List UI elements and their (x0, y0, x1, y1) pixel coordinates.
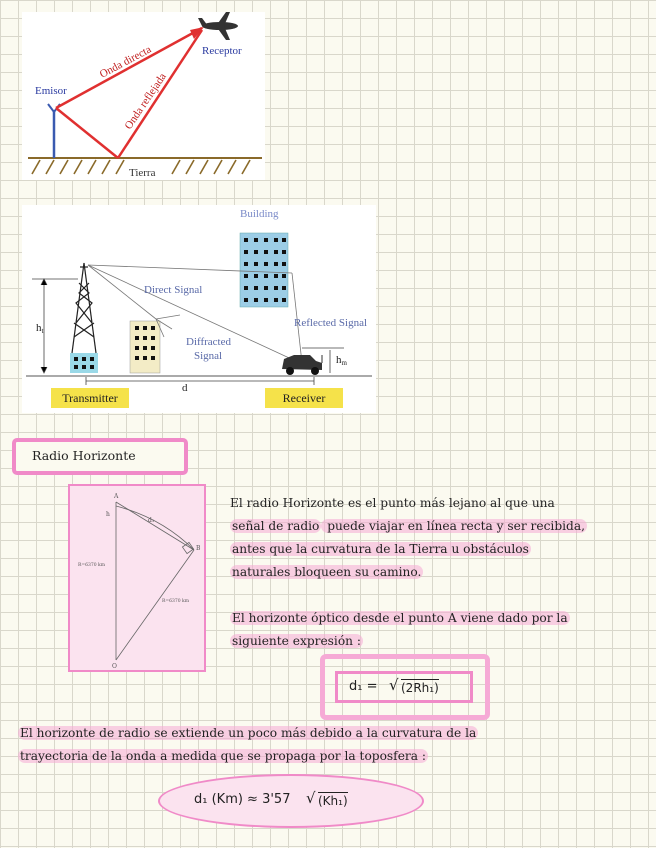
para3-line2: trayectoria de la onda a medida que se propaga por la toposfera : (20, 749, 426, 763)
d1-label: d₁ (148, 517, 155, 524)
para3-line1: El horizonte de radio se extiende un poco más debido a la curvatura de la (20, 726, 477, 740)
section-title-box (12, 438, 188, 475)
sqrt-icon-2: √ (306, 789, 316, 807)
figure-1-svg (22, 12, 265, 180)
reflected-signal-label: Reflected Signal (294, 317, 368, 329)
horizon-geometry-figure (68, 484, 206, 672)
building-label: Building (240, 208, 279, 220)
height-label: h (106, 511, 110, 518)
diffracted-signal-label: Diffracted (186, 336, 231, 348)
receptor-label: Receptor (202, 45, 242, 57)
figure-2-svg (22, 205, 376, 413)
figure-direct-reflected-wave (22, 12, 265, 180)
formula-2-lhs: d₁ (Km) ≈ 3'57 (194, 792, 291, 807)
emisor-label: Emisor (35, 85, 67, 97)
para2-line2: siguiente expresión : (232, 634, 361, 648)
onda-reflejada-label: Onda reflejada (122, 71, 169, 132)
para1-line2: señal de radio puede viajar en línea recta y ser recibida, (232, 519, 585, 533)
point-b-label: B (196, 545, 201, 552)
figure-multipath-propagation (22, 205, 376, 413)
hm-label: hm (336, 354, 347, 367)
radio-horizon-paragraph (18, 722, 652, 768)
formula-1-lhs: d₁ = (349, 679, 378, 694)
formula-1-box (320, 654, 490, 720)
sqrt-icon: √ (389, 676, 399, 694)
point-a-label: A (114, 493, 119, 500)
formula-2-ellipse (158, 774, 424, 828)
highlight-senal-de-radio: señal de radio (232, 519, 320, 533)
para1-line4: naturales bloqueen su camino. (232, 565, 422, 579)
transmitter-tag: Transmitter (51, 388, 129, 408)
tierra-label: Tierra (129, 167, 156, 179)
car-icon (282, 355, 322, 375)
formula-1-rhs: (2Rh₁) (401, 681, 439, 695)
para2-line1: El horizonte óptico desde el punto A viene dado por la (232, 611, 568, 625)
para1-line1: El radio Horizonte es el punto más lejano al que una (230, 496, 555, 510)
radius-label-1: R=6370 km (78, 563, 106, 568)
ht-label: ht (36, 322, 44, 335)
figure-3-svg (70, 486, 204, 670)
optical-horizon-paragraph (230, 607, 650, 653)
distance-label: d (182, 382, 188, 394)
section-title: Radio Horizonte (32, 448, 136, 463)
onda-directa-label: Onda directa (97, 43, 154, 81)
receiver-tag: Receiver (265, 388, 343, 408)
diffracted-signal-label-2: Signal (194, 350, 223, 362)
radius-label-2: R=6370 km (162, 599, 190, 604)
airplane-icon (198, 12, 238, 40)
formula-2-rhs: (Kh₁) (318, 794, 348, 808)
definition-paragraph (230, 492, 650, 584)
para1-line3: antes que la curvatura de la Tierra u obstáculos (232, 542, 529, 556)
point-o-label: O (112, 663, 117, 670)
transmitter-tower-icon (72, 263, 96, 353)
direct-signal-label: Direct Signal (144, 284, 203, 296)
